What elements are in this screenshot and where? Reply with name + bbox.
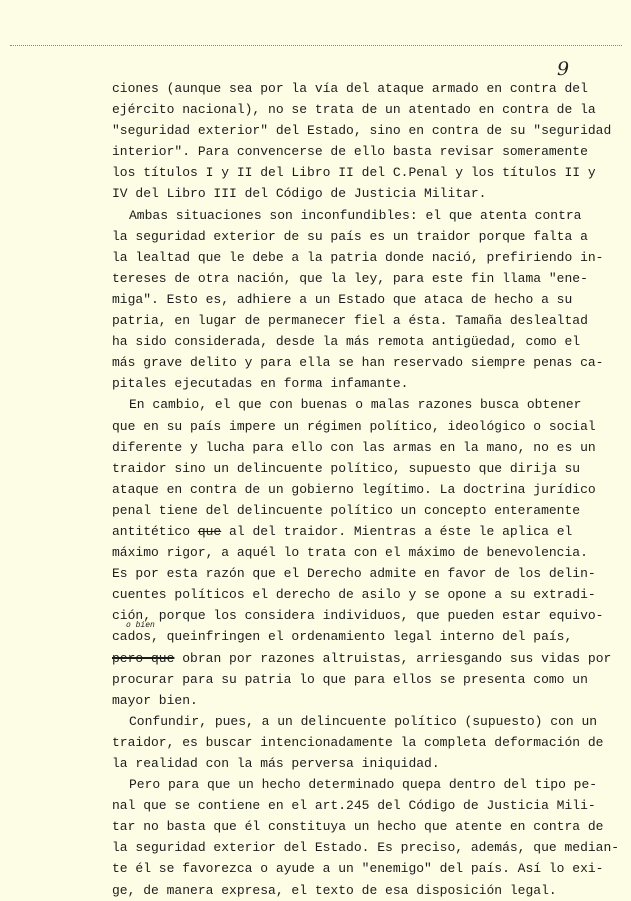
- text-line: la seguridad exterior de su país es un traidor porque falta a: [112, 228, 588, 244]
- page-top-rule: [10, 45, 622, 46]
- annotated-word: [112, 621, 191, 647]
- text-fragment: cados, que: [112, 629, 191, 645]
- text-line: los títulos I y II del Libro II del C.Penal y los títulos II y: [112, 165, 596, 181]
- text-line: la seguridad exterior del Estado. Es preciso, además, que median-: [112, 840, 620, 856]
- text-line: la lealtad que le debe a la patria donde nació, prefiriendo in-: [112, 249, 604, 265]
- text-line-with-annotation: [112, 621, 596, 647]
- text-line: pitales ejecutadas en forma infamante.: [112, 376, 409, 392]
- text-line: traidor, es buscar intencionadamente la completa deformación de: [112, 734, 604, 750]
- text-line: traidor sino un delincuente político, supuesto que dirija su: [112, 460, 581, 476]
- text-line: cuentes políticos el derecho de asilo y se opone a su extradi-: [112, 587, 596, 603]
- text-line: más grave delito y para ella se han reservado siempre penas ca-: [112, 355, 604, 371]
- text-line: máximo rigor, a aquél lo trata con el máximo de benevolencia.: [112, 545, 588, 561]
- text-line-with-correction: [112, 521, 596, 542]
- text-line: mayor bien.: [112, 692, 198, 708]
- paragraph-start-line: Confundir, pues, a un delincuente político (supuesto) con un: [129, 713, 598, 729]
- text-line: ción, porque los considera individuos, que pueden estar equivo-: [112, 608, 604, 624]
- text-line: patria, en lugar de permanecer fiel a ésta. Tamaña deslealtad: [112, 313, 588, 329]
- text-line: ge, de manera expresa, el texto de esa disposición legal.: [112, 882, 557, 898]
- text-line: procurar para su patria lo que para ellos se presenta como un: [112, 671, 588, 687]
- handwritten-insertion: o bien: [126, 621, 155, 631]
- text-line: ataque en contra de un gobierno legítimo. La doctrina jurídico: [112, 481, 596, 497]
- text-line: la realidad con la más perversa iniquidad.: [112, 756, 440, 771]
- text-fragment: al del traidor. Mientras a éste le aplica el: [229, 523, 573, 539]
- paragraph-start-line: En cambio, el que con buenas o malas razones busca obtener: [129, 397, 582, 413]
- text-line-with-correction: [112, 648, 612, 669]
- page-number: 9: [557, 58, 570, 80]
- text-line: ejército nacional), no se trata de un atentado en contra de la: [112, 102, 596, 118]
- struck-word: que: [197, 523, 222, 539]
- text-line: ciones (aunque sea por la vía del ataque armado en contra del: [112, 81, 588, 96]
- text-line: interior". Para convencerse de ello basta revisar someramente: [112, 144, 588, 160]
- struck-phrase: pero que: [112, 650, 175, 666]
- text-line: miga". Esto es, adhiere a un Estado que ataca de hecho a su: [112, 291, 573, 307]
- text-line: te él se favorezca o ayude a un "enemigo" del país. Así lo exi-: [112, 861, 604, 877]
- text-line: Es por esta razón que el Derecho admite en favor de los delin-: [112, 566, 596, 582]
- text-line: tar no basta que él constituya un hecho que atente en contra de: [112, 819, 604, 835]
- text-line: IV del Libro III del Código de Justicia Militar.: [112, 186, 487, 202]
- text-fragment: infringen el ordenamiento legal interno del país,: [190, 629, 573, 645]
- text-line: diferente y lucha para ello con las armas en la mano, no es un: [112, 439, 596, 455]
- paragraph-start-line: Ambas situaciones son inconfundibles: el que atenta contra: [129, 207, 582, 223]
- text-line: que en su país impere un régimen político, ideológico o social: [112, 418, 596, 434]
- text-line: penal tiene del delincuente político un concepto enteramente: [112, 502, 581, 518]
- text-line: "seguridad exterior" del Estado, sino en contra de su "seguridad: [112, 123, 612, 139]
- text-line: tereses de otra nación, que la ley, para este fin llama "ene-: [112, 270, 588, 286]
- text-fragment: obran por razones altruistas, arriesgando sus vidas por: [182, 650, 612, 666]
- text-line: nal que se contiene en el art.245 del Código de Justicia Mili-: [112, 798, 596, 814]
- text-line: ha sido considerada, desde la más remota antigüedad, como el: [112, 334, 581, 350]
- text-fragment: antitético: [112, 523, 191, 539]
- paragraph-start-line: Pero para que un hecho determinado quepa dentro del tipo pe-: [129, 777, 598, 793]
- document-body: [112, 78, 620, 901]
